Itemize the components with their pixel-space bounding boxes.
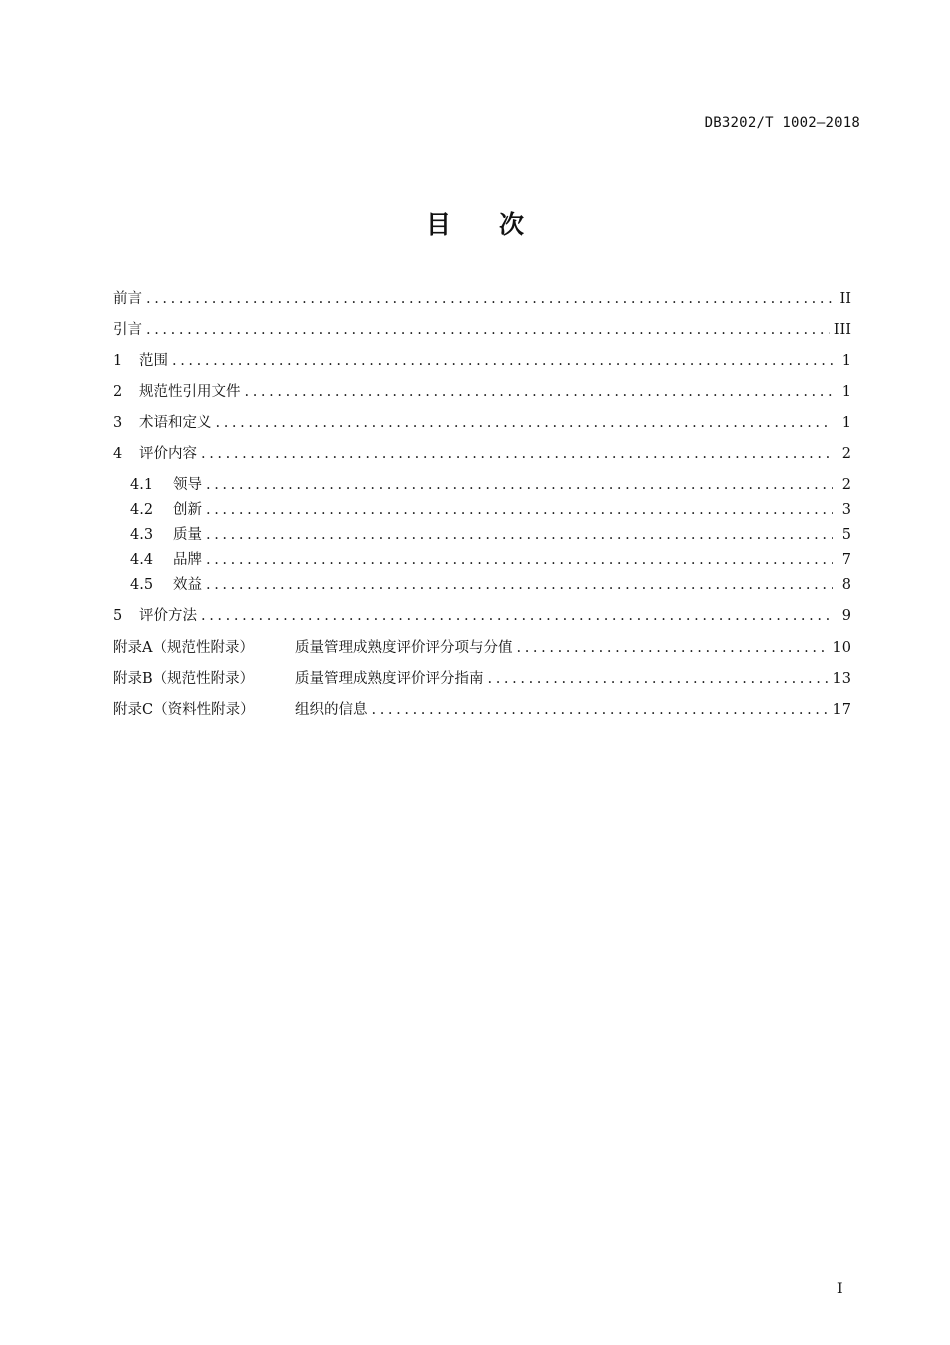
toc-number: 4.4 — [130, 552, 154, 568]
toc-leader-dots — [146, 291, 833, 307]
toc-number: 2 — [113, 384, 123, 400]
toc-page: 7 — [841, 552, 851, 568]
toc-title — [0, 205, 950, 241]
toc-leader-dots — [488, 671, 829, 687]
toc-leader-dots — [146, 322, 830, 338]
toc-appendix-label: 附录A（规范性附录） — [113, 640, 254, 656]
toc-leader-dots — [206, 552, 833, 568]
toc-page: 8 — [841, 577, 851, 593]
toc-page: 9 — [841, 608, 851, 624]
toc-number: 4.5 — [130, 577, 154, 593]
toc-label: 品牌 — [173, 552, 202, 568]
toc-entry-scope[interactable] — [113, 349, 851, 373]
toc-label: 评价内容 — [139, 446, 197, 462]
toc-entry-brand[interactable] — [130, 548, 851, 572]
toc-leader-dots — [245, 384, 834, 400]
toc-leader-dots — [206, 577, 833, 593]
toc-leader-dots — [206, 502, 833, 518]
toc-label: 效益 — [173, 577, 202, 593]
toc-leader-dots — [201, 446, 833, 462]
toc-page: 2 — [841, 446, 851, 462]
toc-entry-benefit[interactable] — [130, 573, 851, 597]
toc-number: 4 — [113, 446, 123, 462]
toc-leader-dots — [216, 415, 834, 431]
toc-page: II — [839, 291, 851, 307]
toc-title-right: 次 — [499, 210, 525, 239]
toc-page: 13 — [832, 671, 851, 687]
document-code: DB3202/T 1002—2018 — [704, 115, 860, 131]
toc-number: 4.3 — [130, 527, 154, 543]
toc-entry-evaluation-method[interactable] — [113, 604, 851, 628]
toc-page: 2 — [841, 477, 851, 493]
toc-number: 4.2 — [130, 502, 154, 518]
toc-number: 4.1 — [130, 477, 154, 493]
toc-label: 评价方法 — [139, 608, 197, 624]
toc-page: III — [833, 322, 851, 338]
toc-label: 组织的信息 — [295, 702, 368, 718]
toc-page: 1 — [841, 353, 851, 369]
toc-leader-dots — [206, 527, 833, 543]
toc-entry-appendix-c[interactable] — [113, 698, 851, 722]
toc-entry-leadership[interactable] — [130, 473, 851, 497]
toc-leader-dots — [172, 353, 833, 369]
toc-leader-dots — [206, 477, 833, 493]
toc-label: 质量管理成熟度评价评分指南 — [295, 671, 484, 687]
page-number: I — [837, 1281, 843, 1297]
toc-leader-dots — [372, 702, 829, 718]
toc-number: 1 — [113, 353, 123, 369]
toc-appendix-label: 附录C（资料性附录） — [113, 702, 255, 718]
toc-label: 质量管理成熟度评价评分项与分值 — [295, 640, 513, 656]
toc-title-left: 目 — [425, 210, 451, 239]
toc-entry-normative-references[interactable] — [113, 380, 851, 404]
toc-page: 1 — [841, 384, 851, 400]
toc-label: 术语和定义 — [139, 415, 212, 431]
toc-label: 创新 — [173, 502, 202, 518]
toc-label: 规范性引用文件 — [139, 384, 241, 400]
toc-label: 质量 — [173, 527, 202, 543]
toc-label: 范围 — [139, 353, 168, 369]
toc-number: 3 — [113, 415, 123, 431]
toc-entry-innovation[interactable] — [130, 498, 851, 522]
toc-page: 5 — [841, 527, 851, 543]
toc-page: 1 — [841, 415, 851, 431]
toc-page: 3 — [841, 502, 851, 518]
toc-entry-foreword[interactable] — [113, 287, 851, 311]
toc-entry-terms-definitions[interactable] — [113, 411, 851, 435]
toc-entry-introduction[interactable] — [113, 318, 851, 342]
toc-entry-appendix-b[interactable] — [113, 667, 851, 691]
toc-leader-dots — [201, 608, 833, 624]
toc-label: 前言 — [113, 291, 142, 307]
toc-leader-dots — [517, 640, 829, 656]
toc-appendix-label: 附录B（规范性附录） — [113, 671, 255, 687]
toc-label: 领导 — [173, 477, 202, 493]
toc-page: 17 — [832, 702, 851, 718]
toc-number: 5 — [113, 608, 123, 624]
toc-page: 10 — [832, 640, 851, 656]
toc-label: 引言 — [113, 322, 142, 338]
toc-entry-evaluation-content[interactable] — [113, 442, 851, 466]
toc-entry-appendix-a[interactable] — [113, 636, 851, 660]
toc-entry-quality[interactable] — [130, 523, 851, 547]
